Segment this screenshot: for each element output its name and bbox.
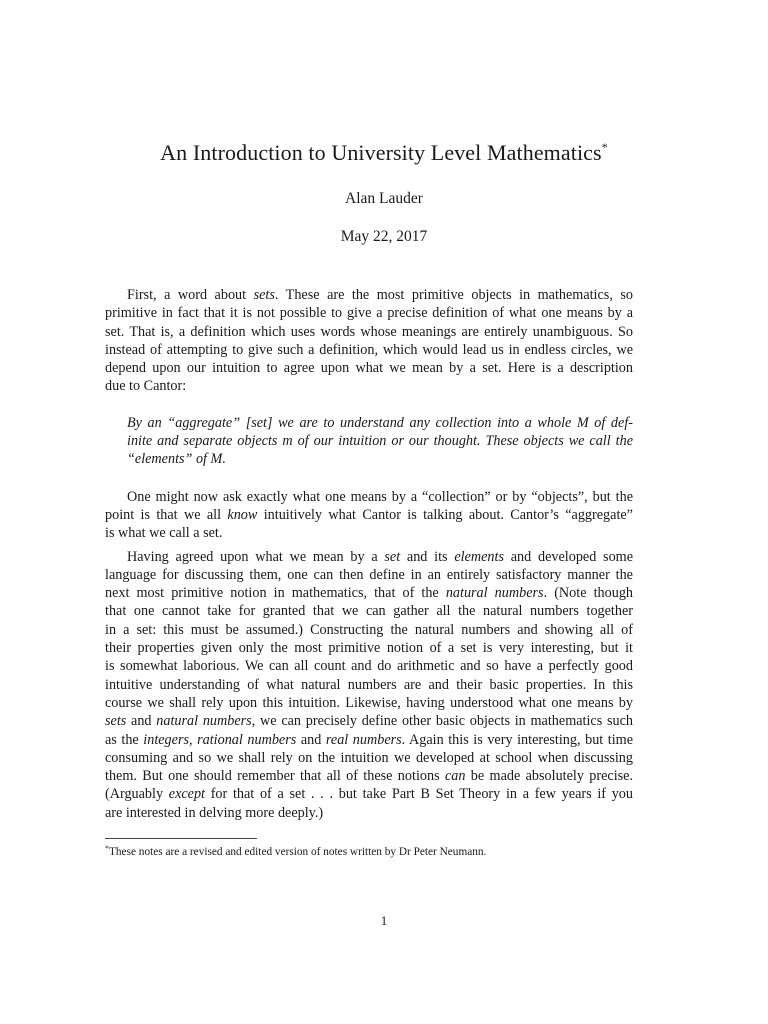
- text-segment: is somewhat laborious. We can all count and do arithmetic and so have a perfectly good: [105, 658, 633, 675]
- text-segment: First, a word about: [127, 287, 254, 303]
- text-line: [105, 712, 633, 730]
- text-line: [105, 639, 633, 657]
- text-segment: . Again this is very interesting, but time: [401, 731, 634, 748]
- quote-line: inite and separate objects m of our intuition or our thought. These objects we call the: [127, 433, 633, 450]
- text-line: [105, 804, 633, 822]
- text-line: [105, 785, 633, 803]
- text-segment: point is that we all: [105, 506, 228, 523]
- text-segment: consuming and so we shall rely on the intuition we developed at school when discussing: [105, 749, 633, 766]
- text-segment: their properties given only the most primitive notion of a set is very interesting, but it: [105, 640, 633, 657]
- footnote: *These notes are a revised and edited version of notes written by Dr Peter Neumann.: [105, 844, 487, 858]
- emphasis: real numbers: [325, 731, 402, 748]
- text-line: [105, 676, 633, 694]
- emphasis: rational numbers: [197, 731, 297, 748]
- emphasis: sets: [253, 287, 275, 303]
- text-line: [105, 359, 633, 377]
- text-segment: depend upon our intuition to agree upon what we mean by a set. Here is a description: [105, 360, 633, 377]
- text-line: [105, 524, 633, 542]
- emphasis: set: [384, 548, 401, 565]
- text-line: [105, 767, 633, 785]
- text-line: [105, 731, 633, 749]
- text-segment: that one cannot take for granted that we can gather all the natural numbers together: [105, 603, 633, 620]
- text-line: [105, 694, 633, 712]
- cantor-quote: [105, 414, 633, 469]
- text-segment: intuitive understanding of what natural numbers are and their basic properties. In this: [105, 676, 633, 693]
- emphasis: natural numbers: [156, 713, 252, 730]
- footnote-rule: [105, 838, 257, 839]
- emphasis: except: [168, 786, 205, 803]
- text-line: [105, 304, 633, 322]
- emphasis: sets: [105, 713, 127, 730]
- text-segment: course we shall rely upon this intuition. Likewise, having understood what one means by: [105, 694, 633, 711]
- text-segment: as the: [105, 731, 144, 748]
- footnote-mark: *: [105, 844, 109, 853]
- quote-line: By an “aggregate” [set] we are to understand any collection into a whole M of def-: [127, 414, 633, 431]
- text-segment: them. But one should remember that all of these notions: [105, 768, 445, 785]
- text-line: [105, 548, 633, 566]
- text-segment: primitive in fact that it is not possible to give a precise definition of what one means by a: [105, 305, 633, 322]
- text-line: [105, 621, 633, 639]
- text-segment: and: [126, 713, 157, 730]
- emphasis: know: [227, 506, 258, 523]
- text-line: [105, 377, 633, 395]
- text-line: [105, 488, 633, 506]
- text-line: [105, 286, 633, 304]
- text-line: [105, 749, 633, 767]
- text-segment: (Arguably: [105, 786, 169, 803]
- text-segment: due to Cantor:: [105, 378, 187, 395]
- text-line: [105, 506, 633, 524]
- emphasis: natural numbers: [445, 585, 544, 602]
- text-line: [105, 566, 633, 584]
- text-segment: for that of a set . . . but take Part B Set Theory in a few years if you: [205, 786, 633, 803]
- body-text: [105, 286, 633, 822]
- text-segment: in a set: this must be assumed.) Constructing the natural numbers and showing all of: [105, 621, 633, 638]
- text-segment: and: [296, 731, 326, 748]
- text-segment: and developed some: [503, 548, 634, 565]
- emphasis: can: [444, 768, 466, 785]
- text-segment: be made absolutely precise.: [465, 768, 633, 785]
- text-segment: ,: [189, 731, 198, 748]
- paper-title: An Introduction to University Level Mathematics*: [160, 140, 608, 165]
- text-segment: instead of attempting to give such a definition, which would lead us in endless circles, we: [105, 341, 633, 358]
- text-segment: is what we call a set.: [105, 525, 223, 542]
- text-segment: are interested in delving more deeply.): [105, 804, 324, 821]
- emphasis: integers: [143, 731, 189, 748]
- text-line: [105, 341, 633, 359]
- paper-date: May 22, 2017: [340, 228, 428, 245]
- paragraph-natural-numbers: [105, 548, 633, 822]
- text-segment: language for discussing them, one can then define in an entirely satisfactory manner the: [105, 566, 633, 583]
- text-segment: next most primitive notion in mathematics, that of the: [105, 585, 446, 602]
- text-line: [105, 602, 633, 620]
- text-line: [105, 584, 633, 602]
- text-segment: , we can precisely define other basic objects in mathematics such: [251, 713, 633, 730]
- paragraph-collection: [105, 488, 633, 543]
- page-number: 1: [380, 913, 388, 928]
- text-segment: Having agreed upon what we mean by a: [127, 548, 385, 565]
- text-line: [105, 323, 633, 341]
- text-segment: One might now ask exactly what one means by a “collection” or by “objects”, but the: [127, 488, 633, 505]
- text-segment: set. That is, a definition which uses words whose meanings are entirely unambiguous. So: [105, 323, 633, 340]
- quote-line: “elements” of M.: [127, 451, 226, 468]
- paragraph-sets-intro: [105, 286, 633, 396]
- text-segment: intuitively what Cantor is talking about. Cantor’s “aggregate”: [257, 506, 633, 523]
- title-footnote-mark: *: [601, 140, 608, 154]
- text-segment: . (Note though: [543, 585, 634, 602]
- text-line: [105, 657, 633, 675]
- text-segment: . These are the most primitive objects in mathematics, so: [274, 287, 633, 303]
- author-name: Alan Lauder: [345, 190, 423, 207]
- emphasis: elements: [454, 548, 504, 565]
- text-segment: and its: [400, 548, 455, 565]
